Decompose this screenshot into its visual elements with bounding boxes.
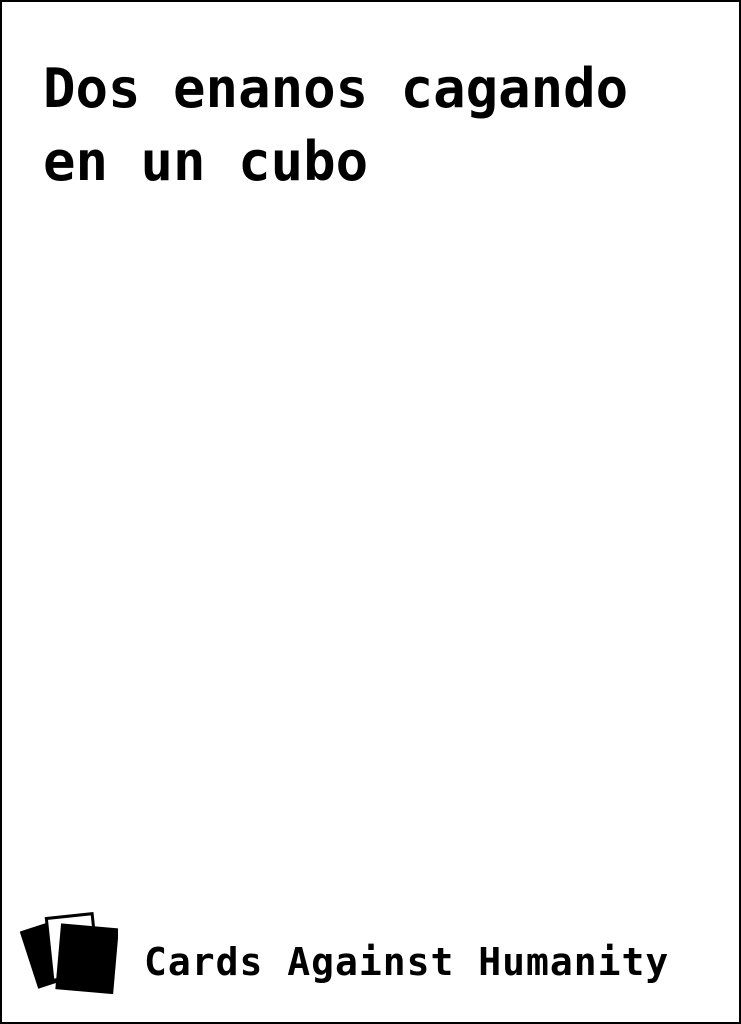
card-text: Dos enanos cagando en un cubo <box>43 57 629 193</box>
stacked-cards-icon <box>20 910 118 996</box>
brand-name: Cards Against Humanity <box>144 940 670 984</box>
